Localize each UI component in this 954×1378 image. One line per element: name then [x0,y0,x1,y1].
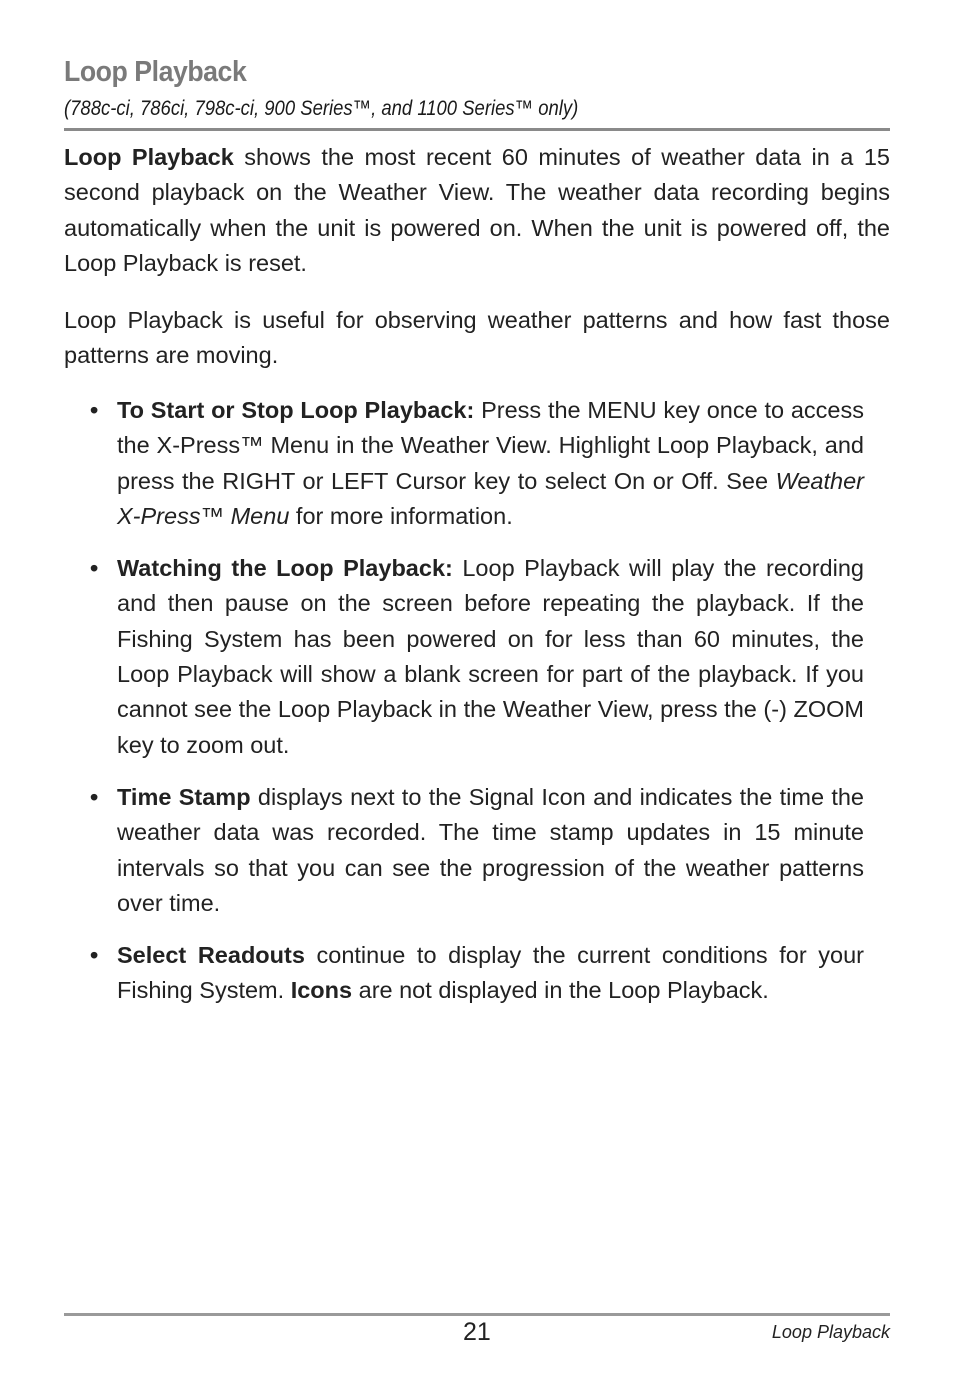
list-item-readouts [64,938,890,1009]
cross-reference: Weather X-Press™ Menu [117,467,864,529]
bullet-marker: • [90,555,99,582]
list-item-heading: Time Stamp [117,783,251,810]
list-item-text: Loop Playback will play the recording and then pause on the screen before repeating the playback. If the Fishing System has been powered on for less than 60 minutes, the Loop Playback will show a blank screen for part of the playback. If you cannot see the Loop Playback in the Weather View, press the (-) ZOOM key to zoom out. [117,555,864,758]
footer-section-label: Loop Playback [771,1322,890,1342]
intro-paragraph-2: Loop Playback is useful for observing weather patterns and how fast those patterns are moving. [64,307,890,369]
list-item-start-stop [64,393,890,534]
list-item-text-tail: for more information. [289,502,513,529]
list-item-watching [64,551,890,763]
list-item-heading: To Start or Stop Loop Playback: [117,397,475,423]
page-title: Loop Playback [64,56,247,88]
model-applicability-note: (788c-ci, 786ci, 798c-ci, 900 Series™, and 1100 Series™ only) [64,97,579,120]
list-item-time-stamp [64,780,890,921]
feature-list [64,393,890,1026]
intro-text: shows the most recent 60 minutes of weather data in a 15 second playback on the Weather View. The weather data recording begins automatically when the unit is powered on. When the unit is powered off, the Loop Playback is reset. [64,144,890,276]
list-item-term: Icons [290,977,353,1004]
list-item-text: Press the MENU key once to access the X-Press™ Menu in the Weather View. Highlight Loop Playback, and press the RIGHT or LEFT Cursor key to select On or Off. See [117,397,864,494]
list-item-heading: Watching the Loop Playback: [117,555,453,582]
intro-paragraph-1 [64,140,890,281]
list-item-text-tail: are not displayed in the Loop Playback. [352,977,769,1004]
intro-term: Loop Playback [64,144,234,170]
header-divider [64,128,890,131]
footer-divider [64,1313,890,1316]
list-item-text: displays next to the Signal Icon and indicates the time the weather data was recorded. The time stamp updates in 15 minute intervals so that you can see the progression of the weather patterns over time. [117,783,864,916]
bullet-marker: • [90,942,99,969]
list-item-heading: Select Readouts [117,942,305,969]
bullet-marker: • [90,783,99,810]
list-item-text: continue to display the current conditions for your Fishing System. [117,942,864,1004]
page-number: 21 [463,1318,491,1346]
bullet-marker: • [90,397,99,423]
